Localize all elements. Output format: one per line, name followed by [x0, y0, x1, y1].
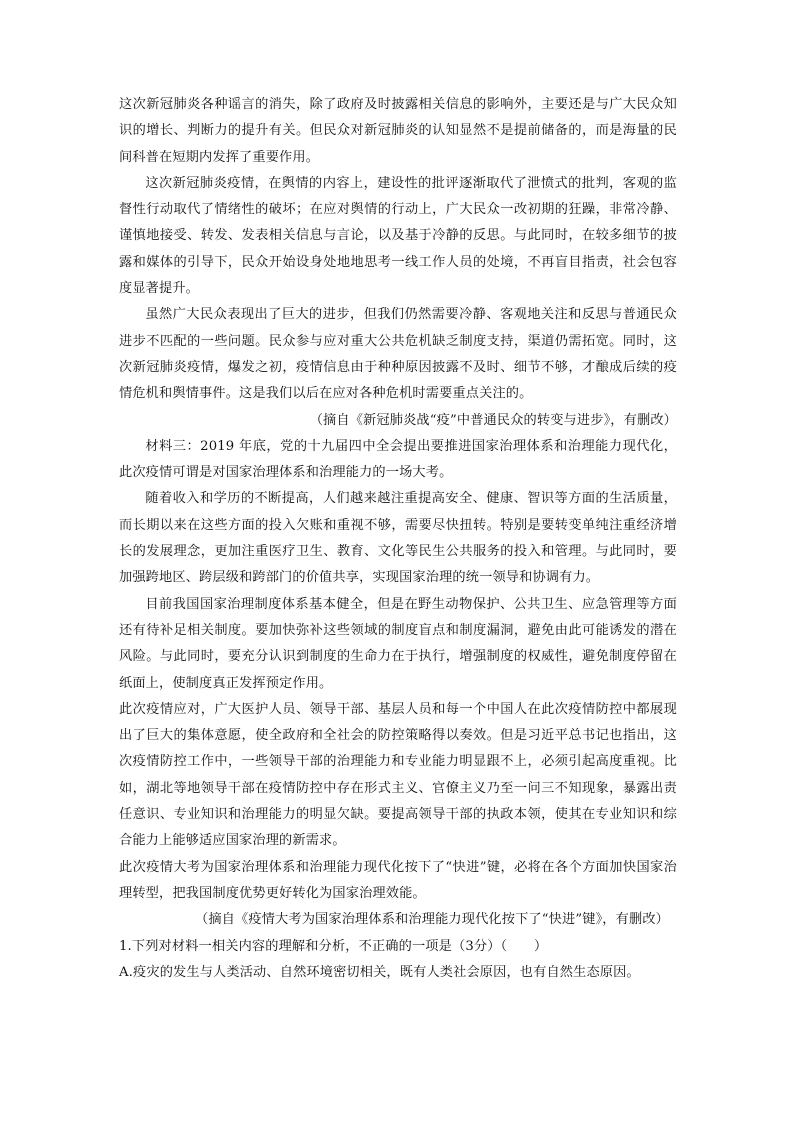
article-body [119, 92, 677, 986]
source-citation-material-three: （摘自《疫情大考为国家治理体系和治理能力现代化按下了“快进”键》，有删改） [195, 912, 669, 928]
paragraph-public-opinion: 这次新冠肺炎疫情，在舆情的内容上，建设性的批评逐渐取代了泄愤式的批判，客观的监督性行动取代了情绪性的破坏；在应对舆情的行动上，广大民众一改初期的狂躁，非常冷静、谨慎地接受、转发、发表相关信息与言论，以及基于冷静的反思。与此同时，在较多细节的披露和媒体的引导下，民众开始设身处地地思考一线工作人员的处境，不再盲目指责，社会包容度显著提升。 [119, 175, 677, 297]
paragraph-problems: 虽然广大民众表现出了巨大的进步，但我们仍然需要冷静、客观地关注和反思与普通民众进步不匹配的一些问题。民众参与应对重大公共危机缺乏制度支持，渠道仍需拓宽。同时，这次新冠肺炎疫情，爆发之初，疫情信息由于种种原因披露不及时、细节不够，才酿成后续的疫情危机和舆情事件。这是我们以后在应对各种危机时需要重点关注的。 [119, 307, 677, 402]
question-1-option-a: A.疫灾的发生与人类活动、自然环境密切相关，既有人类社会原因，也有自然生态原因。 [119, 964, 640, 980]
paragraph-fast-forward: 此次疫情大考为国家治理体系和治理能力现代化按下了“快进”键，必将在各个方面加快国家治理转型，把我国制度优势更好转化为国家治理效能。 [119, 859, 677, 901]
paragraph-rumor-summary: 这次新冠肺炎各种谣言的消失，除了政府及时披露相关信息的影响外，主要还是与广大民众知识的增长、判断力的提升有关。但民众对新冠肺炎的认知显然不是提前储备的，而是海量的民间科普在短期内发挥了重要作用。 [119, 97, 677, 165]
paragraph-leadership: 此次疫情应对，广大医护人员、领导干部、基层人员和每一个中国人在此次疫情防控中都展现出了巨大的集体意愿，使全政府和全社会的防控策略得以奏效。但是习近平总书记也指出，这次疫情防控工作中，一些领导干部的治理能力和专业能力明显跟不上，必须引起高度重视。比如，湖北等地领导干部在疫情防控中存在形式主义、官僚主义乃至一问三不知现象，暴露出责任意识、专业知识和治理能力的明显欠缺。要提高领导干部的执政本领，使其在专业知识和综合能力上能够适应国家治理的新需求。 [119, 701, 677, 849]
paragraph-institutions: 目前我国国家治理制度体系基本健全，但是在野生动物保护、公共卫生、应急管理等方面还有待补足相关制度。要加快弥补这些领域的制度盲点和制度漏洞，避免由此可能诱发的潜在风险。与此同时，要充分认识到制度的生命力在于执行，增强制度的权威性，避免制度停留在纸面上，使制度真正发挥预定作用。 [119, 596, 677, 691]
paragraph-material-three-intro: 材料三：2019 年底，党的十九届四中全会提出要推进国家治理体系和治理能力现代化，此次疫情可谓是对国家治理体系和治理能力的一场大考。 [119, 438, 677, 481]
source-citation-material-two: （摘自《新冠肺炎战“疫”中普通民众的转变与进步》，有删改） [309, 412, 677, 428]
paragraph-quality-of-life: 随着收入和学历的不断提高，人们越来越注重提高安全、健康、智识等方面的生活质量，而长期以来在这些方面的投入欠账和重视不够，需要尽快扭转。特别是要转变单纯注重经济增长的发展理念，更加注重医疗卫生、教育、文化等民生公共服务的投入和管理。与此同时，要加强跨地区、跨层级和跨部门的价值共享，实现国家治理的统一领导和协调有力。 [119, 491, 677, 586]
question-1: 1.下列对材料一相关内容的理解和分析，不正确的一项是（3分）（ ） [119, 938, 548, 954]
